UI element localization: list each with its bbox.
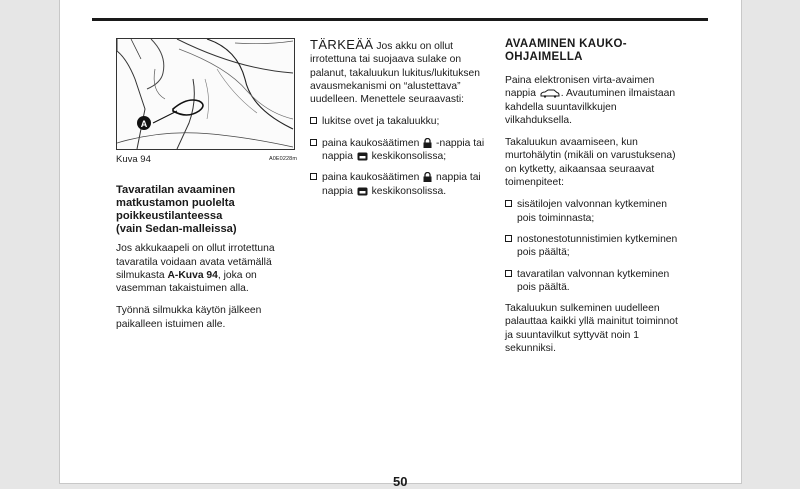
list-item <box>310 171 491 198</box>
checkbox-bullet-icon <box>505 270 512 277</box>
paragraph-text: Paina elektronisen virta-avaimen nappia <box>505 75 655 100</box>
list-item-text: -nappia tai nappia <box>322 137 485 163</box>
section-heading-emergency-open <box>116 184 297 236</box>
list-item-text: lukitse ovet ja takaluukku; <box>322 116 440 128</box>
checkbox-bullet-icon <box>505 235 512 242</box>
heading-line: poikkeustilanteessa <box>116 210 223 223</box>
list-item-text: paina kaukosäätimen <box>322 172 423 184</box>
alarm-steps-list <box>505 198 685 294</box>
paragraph <box>116 242 297 295</box>
list-item-text: nappia tai nappia <box>322 172 481 197</box>
figure-94 <box>116 38 295 150</box>
paragraph <box>505 74 685 127</box>
list-item-text: paina kaukosäätimen <box>322 137 423 149</box>
list-item <box>505 233 685 260</box>
figure-label: Kuva 94 <box>116 154 151 165</box>
heading-line: OHJAIMELLA <box>505 51 583 63</box>
list-item-text: tavaratilan valvonnan kytkeminen pois päältä. <box>517 268 670 293</box>
console-button-icon <box>357 187 368 196</box>
paragraph: Takaluukun sulkeminen uudelleen palauttaa kaikki yllä mainitut toiminnot ja suuntavilkut syttyvät noin 1 sekunniksi. <box>505 303 678 355</box>
checkbox-bullet-icon <box>310 139 317 146</box>
paragraph-text: . Avautuminen ilmaistaan kahdella suuntavilkkujen vilkahduksella. <box>505 88 676 126</box>
heading-line: AVAAMINEN KAUKO- <box>505 38 627 50</box>
manual-page <box>60 0 741 489</box>
checkbox-bullet-icon <box>310 117 317 124</box>
callout-a-label: A <box>140 119 148 129</box>
list-item <box>310 137 491 164</box>
heading-line: matkustamon puolelta <box>116 197 235 210</box>
trunk-car-icon <box>540 89 560 98</box>
console-button-icon <box>357 152 368 161</box>
reset-steps-list <box>310 115 491 197</box>
important-label: TÄRKEÄÄ <box>310 37 374 52</box>
column-middle <box>310 38 491 206</box>
list-item-text: keskikonsolissa; <box>368 151 447 163</box>
paragraph-text: Jos akku on ollut irrotettuna tai suojaava sulake on palanut, takaluukun lukitus/lukituksen avausmekanismi on “alustettava” uudelleen. Menettele seuraavasti: <box>310 41 481 106</box>
section-heading-remote-open <box>505 38 685 64</box>
column-left <box>116 38 297 340</box>
list-item-text: nostonestotunnistimien kytkeminen pois päältä; <box>517 233 678 259</box>
important-note <box>310 38 491 106</box>
paragraph: Työnnä silmukka käytön jälkeen paikalleen istuimen alle. <box>116 305 262 330</box>
column-right <box>505 38 685 364</box>
paragraph: Takaluukun avaamiseen, kun murtohälytin (mikäli on varustuksena) on kytketty, aikaansaa seuraavat toimenpiteet: <box>505 137 676 189</box>
lock-icon <box>423 172 432 182</box>
heading-line: Tavaratilan avaaminen <box>116 184 236 197</box>
figure-reference: A-Kuva 94 <box>167 269 218 281</box>
checkbox-bullet-icon <box>310 173 317 180</box>
paragraph-text: , joka on vasemman takaistuimen alla. <box>116 269 257 295</box>
list-item <box>505 198 685 225</box>
list-item-text: sisätilojen valvonnan kytkeminen pois toiminnasta; <box>517 199 667 224</box>
heading-line: (vain Sedan-malleissa) <box>116 223 237 236</box>
lock-icon <box>423 138 432 148</box>
list-item-text: keskikonsolissa. <box>368 185 447 197</box>
paragraph-text: Jos akkukaapeli on ollut irrotettuna tavaratila voidaan avata vetämällä silmukasta <box>116 243 275 281</box>
header-rule <box>92 18 708 21</box>
figure-code: A0E0228m <box>268 156 297 162</box>
page-number: 50 <box>393 474 408 489</box>
checkbox-bullet-icon <box>505 200 512 207</box>
figure-caption <box>116 153 297 166</box>
list-item <box>505 268 685 295</box>
seat-loop-illustration <box>117 39 294 149</box>
list-item <box>310 115 491 128</box>
